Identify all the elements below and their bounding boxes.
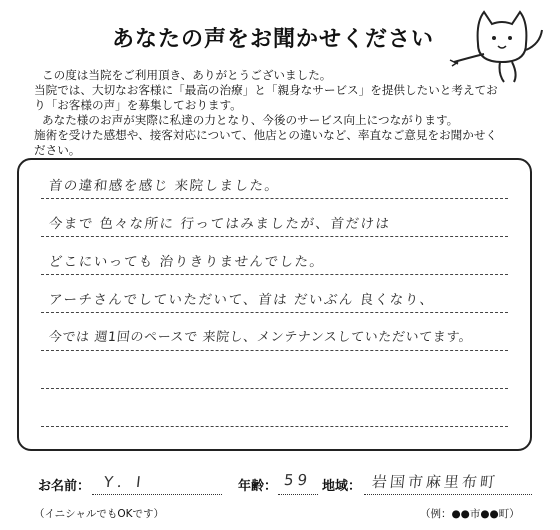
handwritten-line: 今では 週1回のペースで 来院し、メンテナンスしていただいてます。 <box>48 330 474 345</box>
area-underline <box>364 494 532 495</box>
handwritten-line: 首の違和感を感じ 来院しました。 <box>47 178 281 194</box>
ruled-line <box>41 274 508 275</box>
ruled-line <box>41 388 508 389</box>
ruled-line <box>41 198 508 199</box>
intro-line: この度は当院をご利用頂き、ありがとうございました。 <box>42 68 332 82</box>
ruled-line <box>41 236 508 237</box>
intro-text <box>34 68 534 158</box>
name-value: Y．I <box>103 473 146 491</box>
handwritten-line: どこにいっても 治りきりませんでした。 <box>47 254 326 270</box>
name-underline <box>92 494 222 495</box>
intro-line: あなた様のお声が実際に私達の力となり、今後のサービス向上につながります。 <box>42 113 459 127</box>
age-value: 59 <box>283 471 313 489</box>
area-value: 岩国市麻里布町 <box>371 473 499 491</box>
feedback-box <box>17 158 532 451</box>
age-label: 年齢： <box>238 479 278 494</box>
name-label: お名前： <box>38 479 91 494</box>
age-underline <box>278 494 318 495</box>
handwritten-line: アーチさんでしていただいて、首は だいぶん 良くなり、 <box>47 292 436 308</box>
area-label: 地域： <box>322 479 362 494</box>
initial-note: （イニシャルでもOKです） <box>34 508 165 520</box>
ruled-line <box>41 312 508 313</box>
page-title: あなたの声をお聞かせください <box>112 27 435 52</box>
intro-line: り「お客様の声」を募集しております。 <box>34 98 242 112</box>
intro-line: 施術を受けた感想や、接客対応について、他店との違いなど、率直なご意見をお聞かせく <box>34 128 498 142</box>
intro-line: 当院では、大切なお客様に「最高の治療」と「親身なサービス」を提供したいと考えてお <box>34 83 498 97</box>
intro-line: ださい。 <box>34 143 81 157</box>
ruled-line <box>41 426 508 427</box>
handwritten-line: 今まで 色々な所に 行ってはみましたが、首だけは <box>47 216 392 232</box>
area-example-note: （例：●●市●●町） <box>420 508 520 520</box>
ruled-line <box>41 350 508 351</box>
